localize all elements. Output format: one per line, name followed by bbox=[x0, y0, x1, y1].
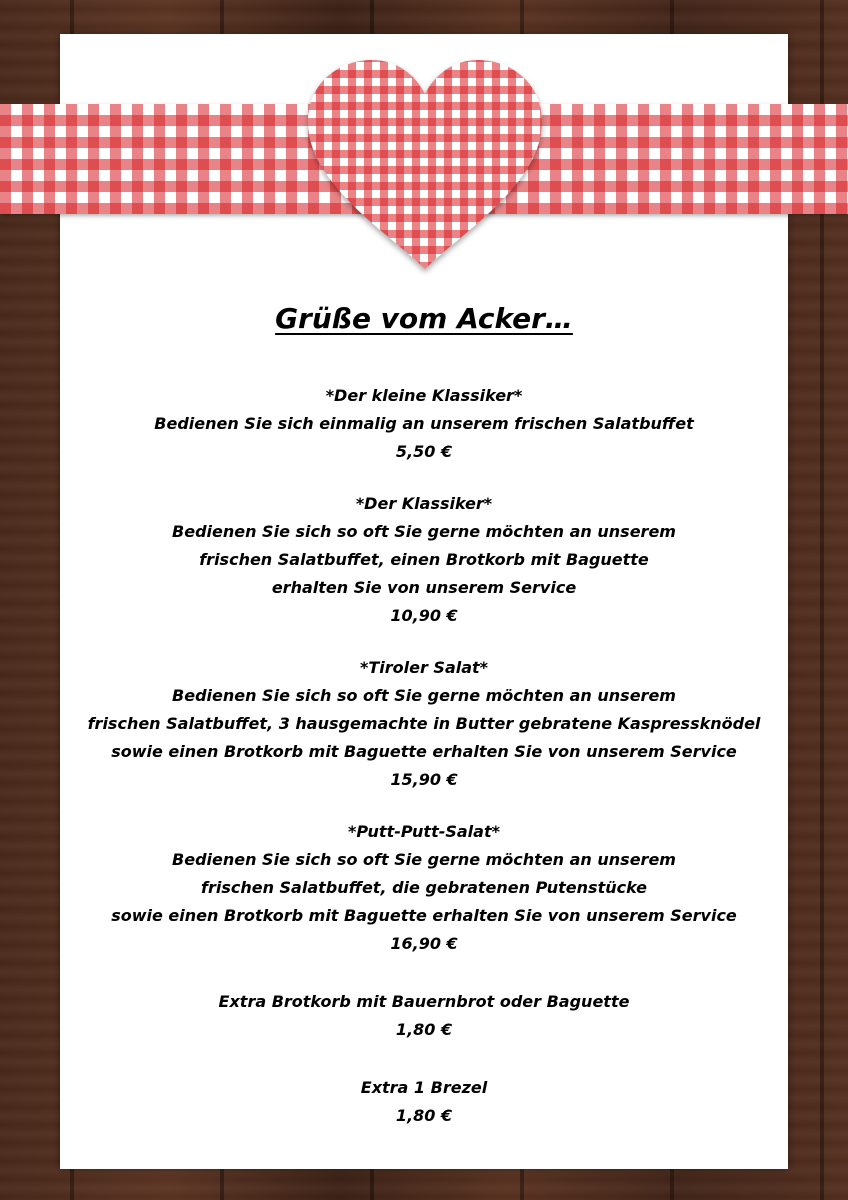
item-description-line: frischen Salatbuffet, die gebratenen Putenstücke bbox=[200, 878, 648, 897]
item-description-line: sowie einen Brotkorb mit Baguette erhalten Sie von unserem Service bbox=[111, 906, 737, 925]
item-name: *Putt-Putt-Salat* bbox=[348, 822, 500, 841]
gingham-heart-icon bbox=[300, 54, 550, 279]
extra-item bbox=[60, 1074, 788, 1130]
menu-item bbox=[60, 818, 788, 958]
extra-price: 1,80 € bbox=[395, 1020, 453, 1039]
item-price: 15,90 € bbox=[390, 770, 458, 789]
item-name: *Der Klassiker* bbox=[355, 494, 493, 513]
item-description-line: frischen Salatbuffet, 3 hausgemachte in Butter gebratene Kaspressknödel bbox=[87, 714, 761, 733]
item-description-line: Bedienen Sie sich so oft Sie gerne möchten an unserem bbox=[172, 522, 676, 541]
item-description-line: Bedienen Sie sich so oft Sie gerne möchten an unserem bbox=[172, 686, 676, 705]
extra-name: Extra Brotkorb mit Bauernbrot oder Baguette bbox=[218, 992, 630, 1011]
item-price: 10,90 € bbox=[390, 606, 458, 625]
item-description-line: erhalten Sie von unserem Service bbox=[271, 578, 577, 597]
item-price: 16,90 € bbox=[390, 934, 458, 953]
item-description-line: sowie einen Brotkorb mit Baguette erhalten Sie von unserem Service bbox=[111, 742, 737, 761]
item-name: *Tiroler Salat* bbox=[359, 658, 489, 677]
extra-name: Extra 1 Brezel bbox=[360, 1078, 488, 1097]
extra-item bbox=[60, 988, 788, 1044]
menu-content bbox=[60, 296, 788, 1154]
menu-title: Grüße vom Acker… bbox=[275, 302, 573, 335]
item-description-line: Bedienen Sie sich einmalig an unserem frischen Salatbuffet bbox=[154, 414, 694, 433]
extra-price: 1,80 € bbox=[395, 1106, 453, 1125]
menu-item bbox=[60, 490, 788, 630]
item-price: 5,50 € bbox=[395, 442, 453, 461]
item-name: *Der kleine Klassiker* bbox=[325, 386, 523, 405]
menu-item bbox=[60, 654, 788, 794]
item-description-line: Bedienen Sie sich so oft Sie gerne möchten an unserem bbox=[172, 850, 676, 869]
item-description-line: frischen Salatbuffet, einen Brotkorb mit Baguette bbox=[199, 550, 649, 569]
menu-item bbox=[60, 382, 788, 466]
